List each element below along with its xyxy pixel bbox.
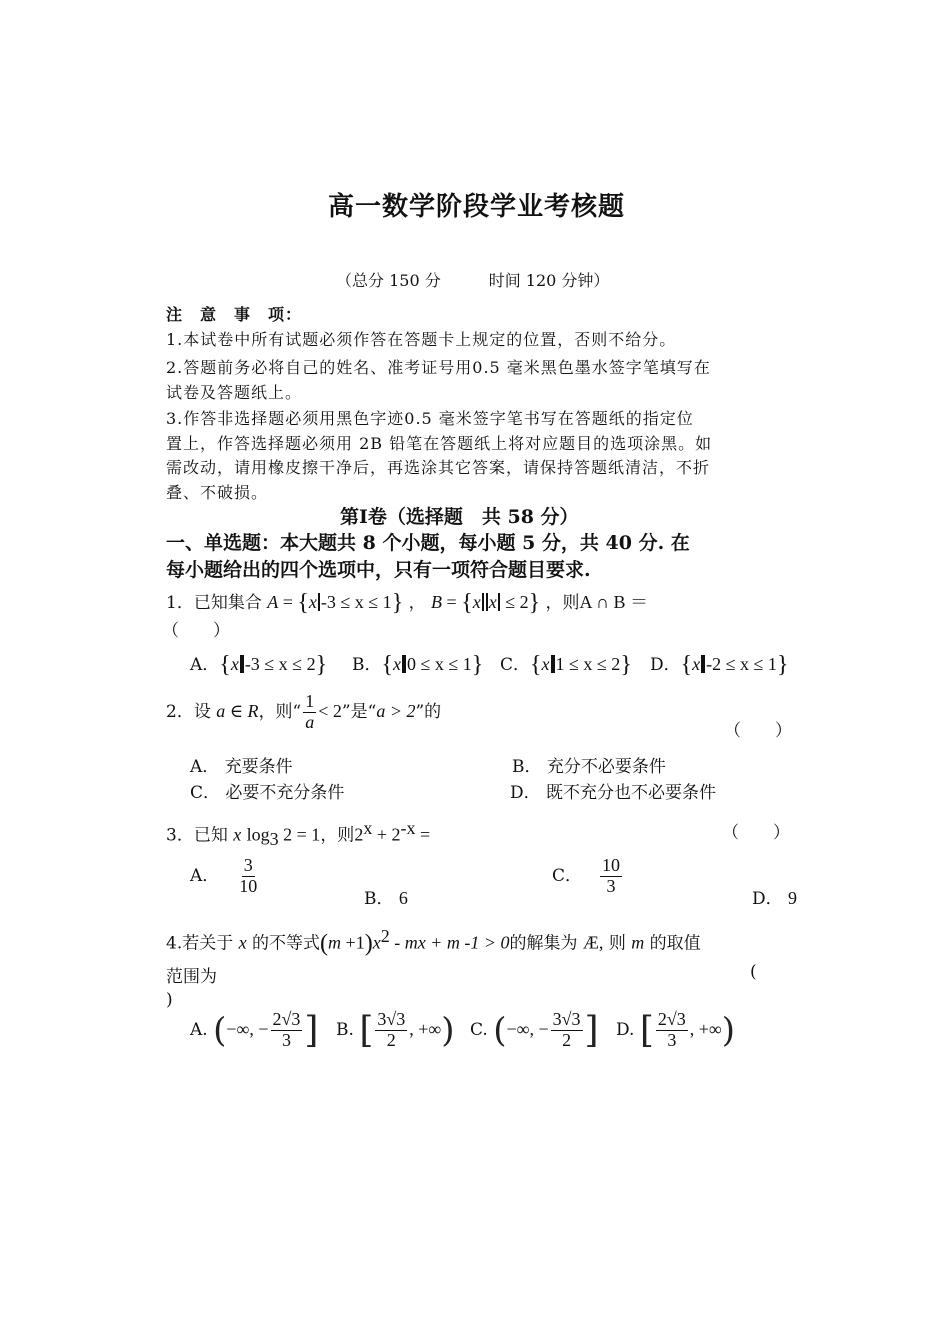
note-line: 置上，作答选择题必须用 2B 铅笔在答题纸上将对应题目的选项涂黑。如 (166, 434, 713, 453)
question-4-stem-line2: 范围为 (166, 967, 217, 987)
question-1-option-a[interactable]: A．{x -3 ≤ x ≤ 2} (190, 652, 328, 678)
question-3-option-c[interactable]: C． $\frac{10}{3}$ (552, 855, 621, 896)
question-3-paren: （ ） (722, 823, 790, 843)
question-2-option-d[interactable]: D． 既不充分也不必要条件 (510, 783, 717, 803)
section-heading-line2: 每小题给出的四个选项中，只有一项符合题目要求. (166, 559, 591, 581)
question-4-option-d[interactable]: D. [ $\frac{2√3}{3}$ , +∞) (616, 1009, 736, 1051)
question-4-option-b[interactable]: B. [ $\frac{3√3}{2}$ , +∞) (336, 1009, 455, 1051)
question-2-option-a[interactable]: A． 充要条件 (190, 757, 293, 777)
question-4-option-a[interactable]: A. (−∞, − $\frac{2√3}{3}$ ] (190, 1009, 319, 1051)
note-line: 试卷及答题纸上。 (166, 383, 303, 402)
notes-heading: 注 意 事 项： (166, 305, 303, 324)
question-4-paren-open: ( (750, 962, 757, 982)
question-3-option-a[interactable]: A． $\frac{3}{10}$ (190, 855, 258, 896)
question-2-option-b[interactable]: B． 充分不必要条件 (512, 757, 666, 777)
question-1-option-d[interactable]: D．{x -2 ≤ x ≤ 1} (650, 652, 789, 678)
question-1-stem: 1．已知集合 A = {x -3 ≤ x ≤ 1} ， B = {x x ≤ 2} ，则A ∩ B ＝ (166, 590, 649, 616)
question-4-option-c[interactable]: C. (−∞, − $\frac{3√3}{2}$ ] (470, 1009, 599, 1051)
question-2-option-c[interactable]: C． 必要不充分条件 (190, 783, 345, 803)
note-line: 2.答题前务必将自己的姓名、准考证号用0.5 毫米黑色墨水签字笔填写在 (166, 358, 711, 377)
question-2-stem: 2．设 a ∈ R，则“ $\frac{1}{a}$ < 2”是“a > 2”的 (166, 691, 442, 732)
question-3-option-d[interactable]: D． 9 (752, 888, 798, 909)
exam-title: 高一数学阶段学业考核题 (328, 192, 626, 222)
note-line: 1.本试卷中所有试题必须作答在答题卡上规定的位置，否则不给分。 (166, 330, 677, 349)
question-1-option-c[interactable]: C．{x 1 ≤ x ≤ 2} (500, 652, 632, 678)
question-4-paren-close: ) (166, 990, 173, 1010)
section-heading-line1: 一、单选题：本大题共 8 个小题，每小题 5 分，共 40 分. 在 (166, 532, 690, 554)
part1-title: 第Ⅰ卷（选择题 共 58 分） (340, 506, 579, 528)
question-1-paren: （ ） (162, 621, 230, 641)
question-3-option-b[interactable]: B． 6 (364, 888, 408, 909)
question-1-option-b[interactable]: B．{x 0 ≤ x ≤ 1} (352, 652, 484, 678)
note-line: 叠、不破损。 (166, 483, 269, 502)
question-3-stem: 3．已知 x $\log_3 2 = 1$，则$2^x + 2^{-x}$ = (166, 818, 431, 850)
note-line: 需改动，请用橡皮擦干净后，再选涂其它答案，请保持答题纸清洁，不折 (166, 458, 711, 477)
question-4-stem: 4.若关于 x 的不等式$(m +1)x^2$ - mx + m -1 > 0的解集为 Æ, 则 m 的取值 (166, 926, 701, 957)
question-2-paren: （ ） (724, 721, 792, 741)
note-line: 3.作答非选择题必须用黑色字迹0.5 毫米签字笔书写在答题纸的指定位 (166, 409, 694, 428)
exam-subtitle: （总分 150 分 时间 120 分钟） (336, 271, 610, 290)
